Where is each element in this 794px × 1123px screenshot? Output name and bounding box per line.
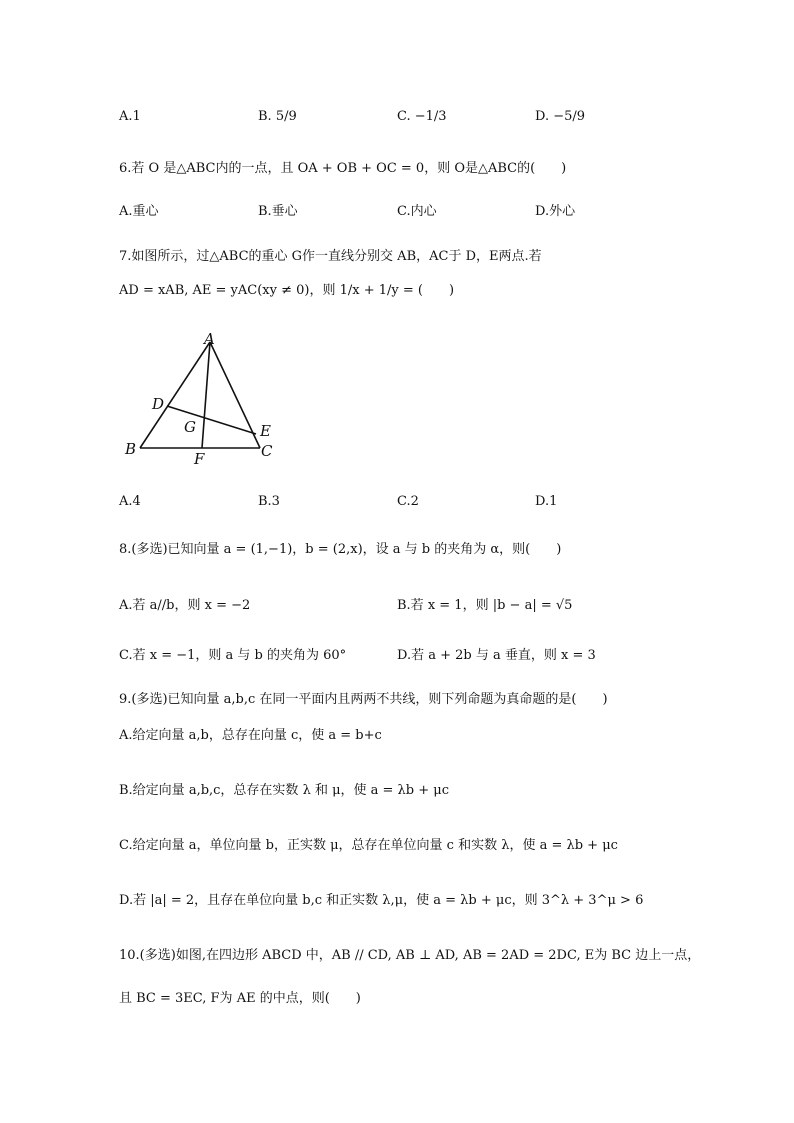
label-f: F [194, 450, 205, 468]
q7-option-b: B.3 [258, 494, 280, 509]
q8-stem: 8.(多选)已知向量 a = (1,−1)，b = (2,x)，设 a 与 b 的夹角为 α，则( ) [119, 542, 562, 557]
q6-option-a: A.重心 [119, 204, 159, 219]
q10-stem-line-1: 10.(多选)如图,在四边形 ABCD 中，AB // CD, AB ⊥ AD, AB = 2AD = 2DC, E为 BC 边上一点， [119, 948, 701, 963]
q9-option-c: C.给定向量 a，单位向量 b，正实数 μ，总存在单位向量 c 和实数 λ，使 a = λb + μc [119, 838, 618, 853]
q6-option-c: C.内心 [397, 204, 437, 219]
label-c: C [261, 442, 273, 460]
label-d: D [152, 395, 165, 413]
label-e: E [260, 422, 271, 440]
q9-option-d: D.若 |a| = 2，且存在单位向量 b,c 和正实数 λ,μ，使 a = λb + μc，则 3^λ + 3^μ > 6 [119, 893, 644, 908]
q8-option-d: D.若 a + 2b 与 a 垂直，则 x = 3 [397, 648, 596, 663]
q5-option-c: C. −1/3 [397, 109, 447, 124]
label-g: G [184, 418, 196, 436]
q7-triangle-figure [118, 326, 288, 471]
q5-option-a: A.1 [119, 109, 141, 124]
median-af [202, 342, 210, 448]
q8-option-c: C.若 x = −1，则 a 与 b 的夹角为 60° [119, 648, 347, 663]
q8-option-b: B.若 x = 1，则 |b − a| = √5 [397, 598, 573, 613]
q6-option-b: B.垂心 [258, 204, 298, 219]
q7-stem-line-2: AD = xAB, AE = yAC(xy ≠ 0)，则 1/x + 1/y = ( ) [119, 283, 455, 298]
q8-option-a: A.若 a//b，则 x = −2 [119, 598, 251, 613]
label-a: A [204, 330, 215, 348]
q7-option-c: C.2 [397, 494, 419, 509]
q5-option-d: D. −5/9 [535, 109, 586, 124]
q7-stem-line-1: 7.如图所示，过△ABC的重心 G作一直线分别交 AB，AC于 D，E两点.若 [119, 249, 542, 264]
q6-option-d: D.外心 [535, 204, 576, 219]
q9-option-b: B.给定向量 a,b,c，总存在实数 λ 和 μ，使 a = λb + μc [119, 783, 450, 798]
q6-stem: 6.若 O 是△ABC内的一点，且 OA + OB + OC = 0，则 O是△ABC的( ) [119, 161, 567, 176]
triangle-side-ab [140, 342, 210, 448]
q9-stem: 9.(多选)已知向量 a,b,c 在同一平面内且两两不共线，则下列命题为真命题的是( ) [119, 692, 608, 707]
q7-option-d: D.1 [535, 494, 558, 509]
q5-option-b: B. 5/9 [258, 109, 297, 124]
q9-option-a: A.给定向量 a,b，总存在向量 c，使 a = b+c [119, 728, 382, 743]
label-b: B [125, 440, 137, 458]
q10-stem-line-2: 且 BC = 3EC, F为 AE 的中点，则( ) [119, 991, 361, 1006]
q7-option-a: A.4 [119, 494, 141, 509]
